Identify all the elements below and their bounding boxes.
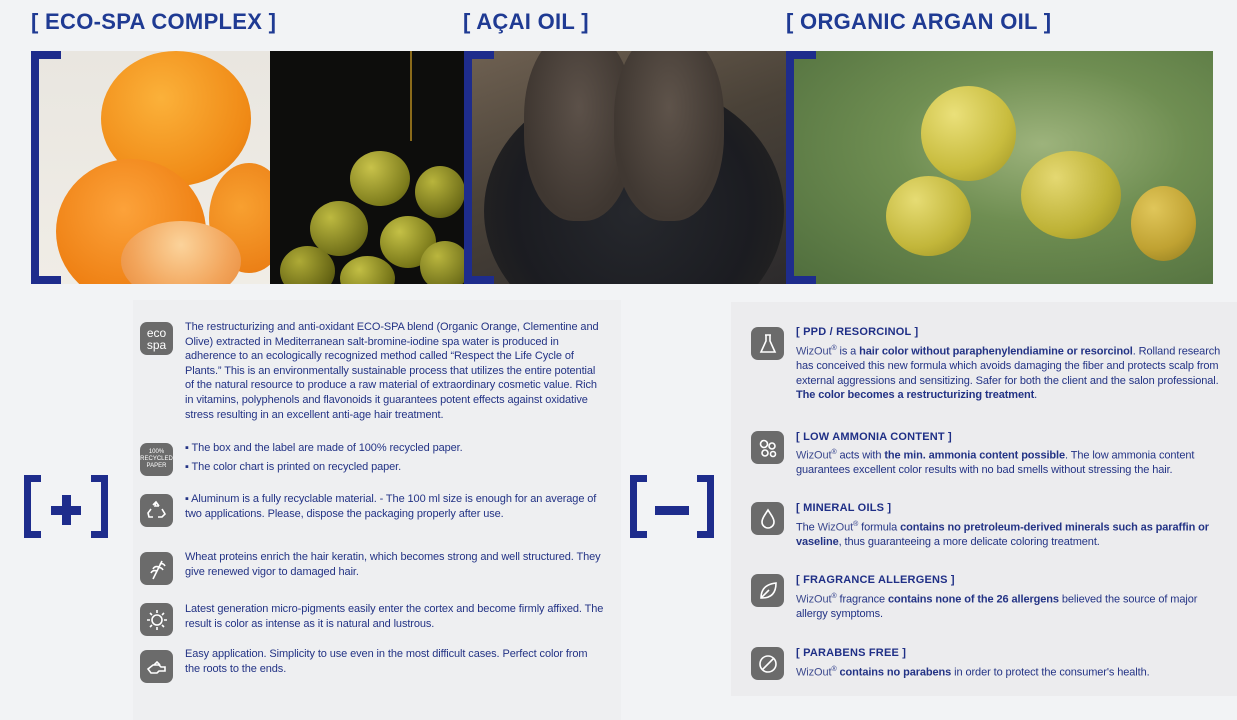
easy-application-text: Easy application. Simplicity to use even in the most difficult cases. Perfect color from the roots to the ends. [185, 648, 588, 675]
eco-spa-icon [140, 322, 173, 355]
flask-icon [751, 327, 784, 360]
wheat-icon [140, 552, 173, 585]
leaf-icon [751, 574, 784, 607]
recycled-badge-line3: PAPER [146, 463, 167, 469]
wheat-proteins-text: Wheat proteins enrich the hair keratin, which becomes strong and well structured. They give renewed vigor to damaged hair. [185, 551, 601, 578]
sun-icon [140, 603, 173, 636]
parabens-title: [ PARABENS FREE ] [796, 647, 907, 659]
recycled-chart-text: ▪ The color chart is printed on recycled paper. [185, 461, 402, 473]
fragrance-title: [ FRAGRANCE ALLERGENS ] [796, 574, 955, 586]
aluminum-text: ▪ Aluminum is a fully recyclable material. - The 100 ml size is enough for an average of two applications. Please, dispose the packaging properly after use. [185, 493, 597, 520]
fragrance-text: WizOut® fragrance contains none of the 26 allergens believed the source of major allergy symptoms. [796, 593, 1198, 621]
argan-oil-heading: [ ORGANIC ARGAN OIL ] [786, 9, 1052, 34]
photo-bracket-right [786, 51, 816, 284]
molecule-icon [751, 431, 784, 464]
photo-bracket-left [31, 51, 61, 284]
drop-icon [751, 502, 784, 535]
olive-photo [270, 51, 464, 284]
ammonia-text: WizOut® acts with the min. ammonia content possible. The low ammonia content guarantees excellent color results with no bad smells without stressing the hair. [796, 449, 1195, 477]
plus-symbol [24, 475, 108, 538]
recycled-paper-icon [140, 443, 173, 476]
recycled-badge-line1: 100% [148, 449, 165, 455]
micro-pigments-text: Latest generation micro-pigments easily enter the cortex and become firmly affixed. The result is color as intense as it is natural and lustrous. [185, 603, 604, 630]
ppd-text: WizOut® is a hair color without paraphenylendiamine or resorcinol. Rolland research has conceived this new formula which avoids damaging the fiber and protects scalp from external aggressions and sensitizing. Safer for both the client and the salon professional. The color becomes a restructurizing treatment. [796, 345, 1221, 402]
hand-icon [140, 650, 173, 683]
parabens-text: WizOut® contains no parabens in order to protect the consumer's health. [796, 666, 1150, 679]
ammonia-title: [ LOW AMMONIA CONTENT ] [796, 431, 952, 443]
no-parabens-icon [751, 647, 784, 680]
recycled-badge-line2: RECYCLED [140, 456, 173, 462]
mineral-oils-title: [ MINERAL OILS ] [796, 502, 892, 514]
minus-symbol [630, 475, 714, 538]
orange-photo [31, 51, 270, 284]
photo-bracket-middle [464, 51, 494, 284]
eco-spa-heading: [ ECO-SPA COMPLEX ] [31, 9, 277, 34]
acai-oil-heading: [ AÇAI OIL ] [463, 9, 589, 34]
ppd-title: [ PPD / RESORCINOL ] [796, 326, 919, 338]
eco-spa-description: The restructurizing and anti-oxidant ECO-SPA blend (Organic Orange, Clementine and Olive) extracted in Mediterranean salt-bromine-iodine spa water is produced in adherence to an ecologically recognized method called “Respect the Life Cycle of Plants.” This is an environmentally sustainable process that utilizes the entire potential of the natural resource to produce a raw material of extraordinary cosmetic value. Rich in vitamins, polyphenols and flavonoids it guarantees potent effects against oxidative stress resulting in an excellent anti-age hair treatment. [185, 321, 599, 421]
mineral-oils-text: The WizOut® formula contains no pretroleum-derived minerals such as paraffin or vaseline, thus guaranteeing a more delicate coloring treatment. [796, 521, 1209, 549]
argan-fruit-photo [786, 51, 1213, 284]
recycled-box-text: ▪ The box and the label are made of 100% recycled paper. [185, 442, 463, 454]
eco-badge-line1: eco [146, 325, 167, 340]
eco-badge-line2: spa [146, 337, 167, 352]
recycle-icon [140, 494, 173, 527]
acai-berries-photo [464, 51, 786, 284]
